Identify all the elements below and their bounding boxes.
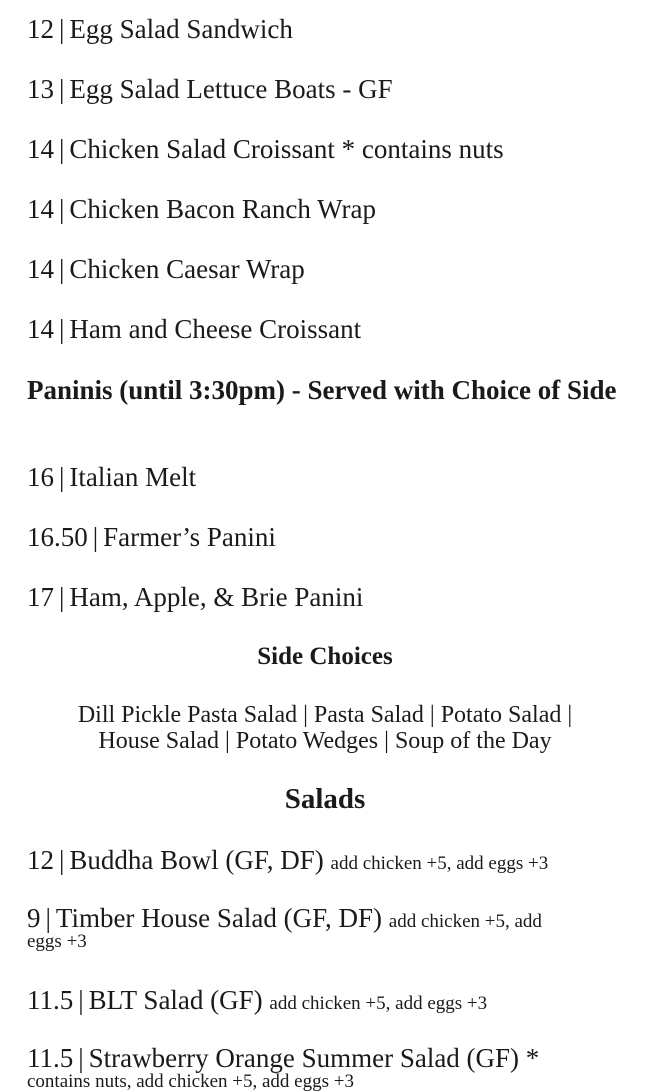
section-heading-salads: Salads xyxy=(284,783,366,815)
menu-item xyxy=(27,522,276,552)
menu-item xyxy=(27,254,305,284)
item-price: 13 xyxy=(27,74,54,104)
separator: | xyxy=(59,314,65,344)
separator: | xyxy=(45,903,51,933)
item-name: Ham, Apple, & Brie Panini xyxy=(69,582,364,612)
separator: | xyxy=(59,194,65,224)
menu-item xyxy=(27,314,361,344)
section-heading-paninis: Paninis (until 3:30pm) - Served with Choice of Side xyxy=(27,375,617,405)
separator: | xyxy=(59,582,65,612)
separator: | xyxy=(59,14,65,44)
item-price: 12 xyxy=(27,14,54,44)
menu-item xyxy=(27,846,548,874)
separator: | xyxy=(78,1043,84,1073)
separator: | xyxy=(59,462,65,492)
item-name: Egg Salad Lettuce Boats - GF xyxy=(69,74,393,104)
item-addon-continued: contains nuts, add chicken +5, add eggs +3 xyxy=(27,1071,354,1092)
item-name: Italian Melt xyxy=(69,462,197,492)
item-name: Buddha Bowl (GF, DF) xyxy=(69,845,324,875)
item-name: Timber House Salad (GF, DF) xyxy=(55,903,383,933)
menu-item xyxy=(27,1044,539,1072)
separator: | xyxy=(59,845,65,875)
item-name: Chicken Caesar Wrap xyxy=(69,254,305,284)
item-price: 14 xyxy=(27,254,54,284)
item-price: 11.5 xyxy=(27,1043,74,1073)
menu-item xyxy=(27,904,627,932)
menu-item xyxy=(27,462,196,492)
menu-item xyxy=(27,74,393,104)
item-price: 16 xyxy=(27,462,54,492)
separator: | xyxy=(78,985,84,1015)
menu-item xyxy=(27,134,504,164)
item-name: Farmer’s Panini xyxy=(103,522,276,552)
separator: | xyxy=(59,134,65,164)
item-price: 14 xyxy=(27,194,54,224)
separator: | xyxy=(92,522,99,552)
item-price: 16.50 xyxy=(27,522,88,552)
item-addon: add chicken +5, add eggs +3 xyxy=(330,853,549,874)
item-addon: add chicken +5, add xyxy=(388,911,542,932)
item-price: 14 xyxy=(27,134,54,164)
menu-item xyxy=(27,194,376,224)
menu-item xyxy=(27,986,487,1014)
item-name: BLT Salad (GF) xyxy=(88,985,263,1015)
item-price: 11.5 xyxy=(27,985,74,1015)
item-name: Chicken Salad Croissant * contains nuts xyxy=(69,134,504,164)
item-name: Egg Salad Sandwich xyxy=(69,14,293,44)
item-price: 9 xyxy=(27,903,41,933)
item-name: Strawberry Orange Summer Salad (GF) * xyxy=(88,1043,540,1073)
item-price: 12 xyxy=(27,845,54,875)
item-price: 17 xyxy=(27,582,54,612)
separator: | xyxy=(59,254,65,284)
item-addon-continued: eggs +3 xyxy=(27,931,87,952)
side-choices-line-1: Dill Pickle Pasta Salad | Pasta Salad | Potato Salad | xyxy=(77,702,573,728)
item-addon: add chicken +5, add eggs +3 xyxy=(269,993,488,1014)
menu-item xyxy=(27,14,293,44)
item-price: 14 xyxy=(27,314,54,344)
item-name: Chicken Bacon Ranch Wrap xyxy=(69,194,376,224)
section-heading-sides: Side Choices xyxy=(257,643,393,670)
separator: | xyxy=(59,74,65,104)
menu-item xyxy=(27,582,363,612)
side-choices-line-2: House Salad | Potato Wedges | Soup of the Day xyxy=(98,728,552,754)
item-name: Ham and Cheese Croissant xyxy=(69,314,362,344)
